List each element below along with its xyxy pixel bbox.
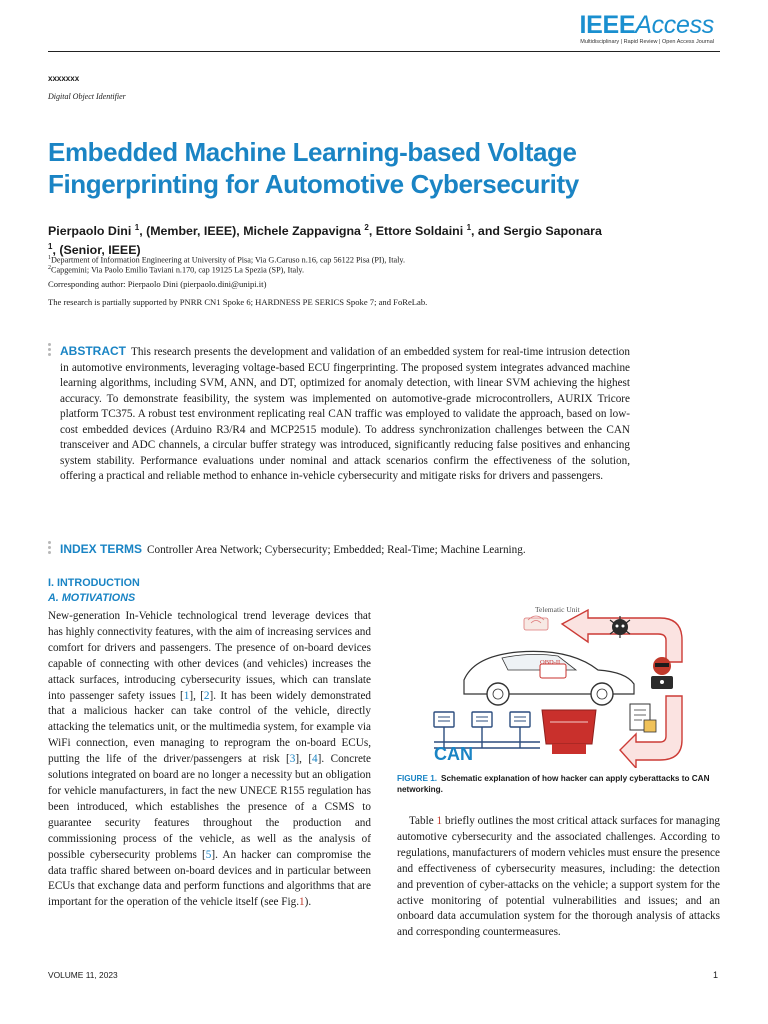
section-heading [48, 577, 140, 589]
author-name: Sergio Saponara [503, 224, 602, 239]
funding-note: The research is partially supported by PNRR CN1 Spoke 6; HARDNESS PE SERICS Spoke 7; and FoReLab. [48, 297, 428, 307]
cross-reference-link[interactable]: 1 [436, 815, 443, 827]
author-suffix: , (Member, IEEE), [139, 224, 244, 239]
subsection-heading [48, 592, 135, 604]
figure-caption-text: Schematic explanation of how hacker can apply cyberattacks to CAN networking. [397, 774, 710, 794]
cross-reference-link[interactable]: 1 [299, 896, 305, 909]
author-suffix: , and [471, 224, 504, 239]
subsection-title: MOTIVATIONS [61, 592, 136, 604]
attack-arrow-top [562, 610, 682, 662]
body-text-run: ]. Concrete solutions integrated on board are no longer a necessity but an obligation for vehicle manufacturers, in fact the new UNECE R155 regulation has been introduced, which establishes the presence of a CSMS to guarantee security features throughout the production and commissioning process of the vehicle, as well as the analysis of possible cybersecurity problems [ [48, 753, 371, 861]
index-terms-label: INDEX TERMS [60, 542, 143, 556]
telematic-unit-label: Telematic Unit [535, 605, 580, 614]
author-affil-mark: 1 [134, 223, 140, 232]
author-affil-mark: 2 [364, 223, 369, 232]
telematic-unit-icon [524, 616, 548, 630]
author-suffix: , [368, 224, 376, 239]
affiliation-2 [48, 263, 304, 276]
footer-page-number: 1 [713, 970, 719, 980]
obd-label: OBD-II [540, 659, 561, 666]
journal-brand-italic: Access [635, 11, 714, 39]
document-icon [630, 704, 656, 732]
journal-logo [579, 12, 714, 45]
can-label: CAN [434, 744, 473, 764]
abstract-text: This research presents the development and validation of an embedded system for real-time intrusion detection in automotive environments, leveraging voltage-based ECU fingerprinting. The proposed system integrates advanced machine learning algorithms, including SVM, ANN, and DT, optimized for anomaly detection, with linear SVM achieving the highest accuracy. To demonstrate feasibility, the system was implemented on automotive-grade microcontrollers, AURIX Tricore platform TC375. A robust test environment replicating real CAN traffic was employed to validate the approach, based on low-cost embedded devices (Arduino R3/R4 and MCP2515 module). To address synchronization challenges between the CAN transceiver and ADC channels, a circular buffer strategy was introduced, significantly reducing false positives and enhancing system stability. Performance evaluations under nominal and attack scenarios confirm the effectiveness of the solution, offering a practical and reliable method to enhance in-vehicle cybersecurity and mitigate risks for drivers and passengers. [60, 346, 630, 482]
citation-link[interactable]: 2 [203, 689, 210, 702]
abstract-dots-icon [48, 343, 52, 358]
author-name: Ettore Soldaini [375, 224, 467, 239]
body-text-right [397, 814, 720, 941]
header-divider [48, 51, 720, 52]
body-text-left [48, 609, 371, 911]
section-number: I. [48, 577, 54, 589]
citation-link[interactable]: 5 [205, 848, 212, 861]
obd-connector-icon [542, 710, 596, 754]
section-title: INTRODUCTION [57, 577, 140, 589]
affil-mark: 2 [48, 265, 51, 271]
body-text-run: briefly outlines the most critical attack surfaces for managing automotive cybersecurity and the associated challenges. According to regulations, manufacturers of modern vehicles must ensure the presence and effectiveness of cybersecurity measures, including: the detection and prevention of cyber-attacks on the vehicle; a support system for the active monitoring of potential vulnerabilities and issues; and an onboard data accumulation system for the thorough analysis of attacks and corresponding countermeasures. [397, 815, 721, 939]
body-text-run: ]. An hacker can compromise the data traffic shared between on-board devices and in particular between ECUs that exchange data and perform functions and algorithms that are important for the operation of the vehicle itself (see Fig. [48, 848, 371, 909]
ecu-1-icon [434, 712, 454, 727]
body-text-run: ], [ [295, 753, 313, 766]
index-terms [60, 542, 660, 558]
body-text-run: Table [409, 815, 437, 827]
author-affil-mark: 1 [48, 242, 53, 252]
abstract [60, 344, 630, 485]
journal-tagline: Multidisciplinary | Rapid Review | Open Access Journal [580, 39, 714, 45]
citation-link[interactable]: 1 [183, 689, 190, 702]
journal-brand-bold: IEEE [579, 11, 636, 39]
index-terms-text: Controller Area Network; Cybersecurity; Embedded; Real-Time; Machine Learning. [147, 544, 526, 556]
citation-link[interactable]: 4 [312, 753, 318, 766]
figure-caption-label: FIGURE 1. [397, 774, 438, 783]
affil-text: Department of Information Engineering at University of Pisa; Via G.Caruso n.16, cap 56122 Pisa (PI), Italy. [51, 255, 405, 265]
figure-1-caption [397, 774, 717, 795]
corresponding-author: Corresponding author: Pierpaolo Dini (pierpaolo.dini@unipi.it) [48, 279, 267, 289]
index-terms-dots-icon [48, 541, 52, 556]
author-name: Michele Zappavigna [243, 224, 365, 239]
body-text-run: ]. It has been widely demonstrated that a malicious hacker can take control of the vehicle, directly attacking the telematics unit, or the multimedia system, for example via WiFi connection, even managing to reprogram the on-board ECUs, putting the life of the driver/passengers at risk [ [48, 689, 372, 766]
ecu-3-icon [510, 712, 530, 727]
body-text-run: ], [ [189, 689, 204, 702]
paper-title: Embedded Machine Learning-based Voltage Fingerprinting for Automotive Cybersecurity [48, 137, 579, 199]
hacker-icon [651, 657, 673, 689]
body-text-run: New-generation In-Vehicle technological trend leverage devices that has highly connectivity features, with the aim of increasing services and comfort for drivers and passengers. The presence of on-board devices capable of connecting with other devices (and vehicles) increases the attack surfaces, introducing cybersecurity issues, which can translate into passenger safety issues [ [48, 610, 371, 702]
citation-link[interactable]: 3 [289, 753, 296, 766]
doi-label: Digital Object Identifier [48, 92, 126, 101]
body-text-run: ). [304, 896, 312, 909]
figure-1-diagram [430, 600, 702, 768]
subsection-number: A. [48, 592, 59, 604]
affil-mark: 1 [48, 255, 51, 261]
ecu-2-icon [472, 712, 492, 727]
footer-volume: VOLUME 11, 2023 [48, 970, 118, 980]
article-id: xxxxxxx [48, 74, 80, 83]
abstract-label: ABSTRACT [60, 344, 126, 358]
affil-text: Capgemini; Via Paolo Emilio Taviani n.170, cap 19125 La Spezia (SP), Italy. [51, 265, 305, 275]
author-name: Pierpaolo Dini [48, 224, 135, 239]
author-suffix: , (Senior, IEEE) [52, 243, 141, 258]
author-affil-mark: 1 [466, 223, 472, 232]
